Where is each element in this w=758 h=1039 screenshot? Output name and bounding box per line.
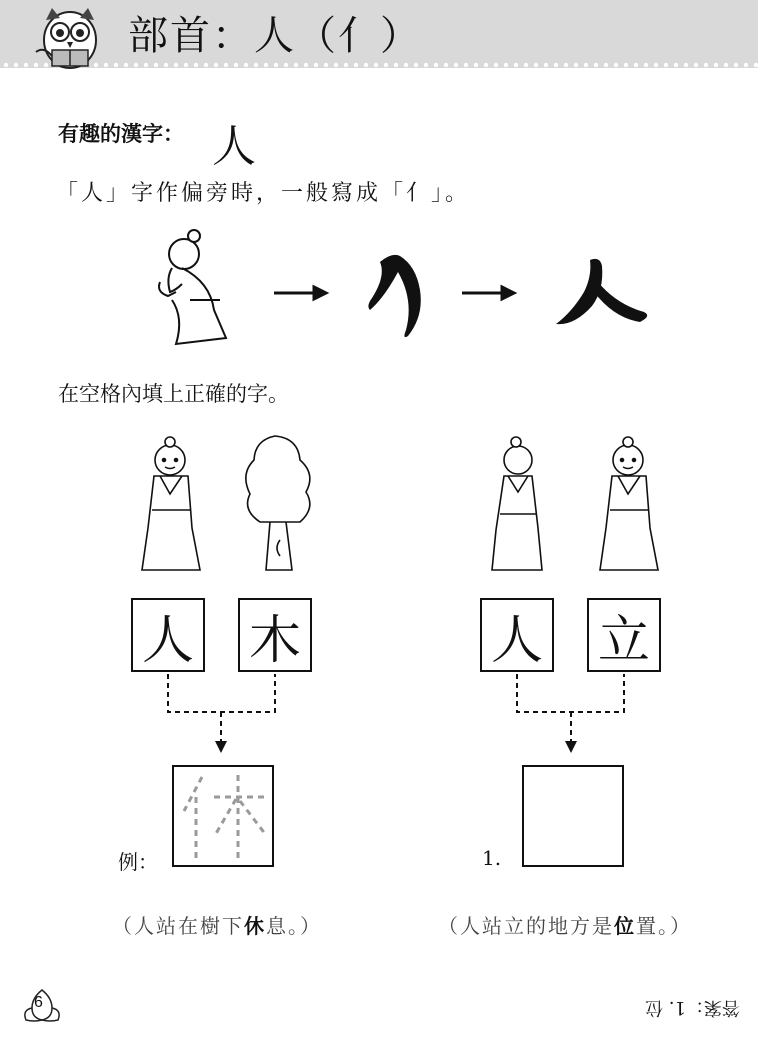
header-dot	[544, 63, 548, 67]
header-dot	[174, 63, 178, 67]
header-dot	[324, 63, 328, 67]
header-dots	[0, 62, 758, 74]
header-dot	[704, 63, 708, 67]
header-dot	[744, 63, 748, 67]
person-and-tree-illustration	[130, 430, 340, 580]
section-title-char: 人	[212, 121, 256, 172]
header-dot	[654, 63, 658, 67]
header-dot	[194, 63, 198, 67]
ancient-ren-glyph	[368, 255, 420, 337]
page-title: 部首：人（亻）	[128, 13, 422, 59]
header-dot	[434, 63, 438, 67]
arrow-down-icon	[215, 741, 577, 753]
header-dot	[754, 63, 758, 67]
header-dot	[394, 63, 398, 67]
header-dot	[484, 63, 488, 67]
header-dot	[334, 63, 338, 67]
tree-illustration	[246, 436, 310, 570]
header-dot	[644, 63, 648, 67]
header-dot	[144, 63, 148, 67]
char-box-right-2: 立	[587, 598, 661, 672]
header-dot	[124, 63, 128, 67]
arrow-right-icon	[462, 287, 514, 299]
traced-character	[174, 767, 272, 865]
header-dot	[414, 63, 418, 67]
header-dot	[224, 63, 228, 67]
char-box-right-1: 木	[238, 598, 312, 672]
exercise-1-answer-box[interactable]	[522, 765, 624, 867]
header-dot	[684, 63, 688, 67]
header-dot	[154, 63, 158, 67]
example-caption: （人站在樹下休息。）	[112, 914, 322, 938]
header-dot	[304, 63, 308, 67]
header-dot	[254, 63, 258, 67]
two-people-illustration	[480, 430, 690, 580]
header-dot	[184, 63, 188, 67]
header-dot	[474, 63, 478, 67]
header-dot	[164, 63, 168, 67]
header-dot	[264, 63, 268, 67]
header-dot	[4, 63, 8, 67]
header-dot	[554, 63, 558, 67]
header-dot	[614, 63, 618, 67]
header-dot	[694, 63, 698, 67]
example-label: 例：	[118, 850, 158, 874]
header-dot	[564, 63, 568, 67]
header-dot	[584, 63, 588, 67]
header-dot	[314, 63, 318, 67]
character-evolution	[0, 220, 758, 360]
header-dot	[454, 63, 458, 67]
header-dot	[244, 63, 248, 67]
exercise-1-caption: （人站立的地方是位置。）	[438, 914, 692, 938]
header-dot	[114, 63, 118, 67]
header-dot	[624, 63, 628, 67]
header-dot	[204, 63, 208, 67]
header-dot	[634, 63, 638, 67]
header-dot	[444, 63, 448, 67]
instruction-text: 在空格內填上正確的字。	[58, 382, 289, 406]
header-dot	[574, 63, 578, 67]
section-title: 有趣的漢字：	[58, 122, 184, 146]
header-dot	[24, 63, 28, 67]
header-dot	[504, 63, 508, 67]
char-box-left-1: 人	[131, 598, 205, 672]
description-text: 「人」字作偏旁時，一般寫成「亻」。	[56, 181, 471, 206]
header-dot	[674, 63, 678, 67]
header-dot	[734, 63, 738, 67]
example-answer-box	[172, 765, 274, 867]
header-dot	[344, 63, 348, 67]
header-dot	[494, 63, 498, 67]
header-dot	[234, 63, 238, 67]
header-dot	[284, 63, 288, 67]
header-dot	[274, 63, 278, 67]
header-dot	[374, 63, 378, 67]
header-dot	[134, 63, 138, 67]
page-number: 6	[34, 994, 43, 1011]
bowing-person-illustration	[159, 230, 226, 344]
answer-key: 答案：1. 位	[645, 997, 740, 1018]
header-dot	[404, 63, 408, 67]
header-dot	[724, 63, 728, 67]
header-dot	[214, 63, 218, 67]
header-dot	[714, 63, 718, 67]
header-dot	[604, 63, 608, 67]
header-dot	[354, 63, 358, 67]
header-dot	[464, 63, 468, 67]
header-dot	[424, 63, 428, 67]
header-dot	[514, 63, 518, 67]
owl-icon	[30, 2, 110, 72]
header-dot	[294, 63, 298, 67]
header-dot	[14, 63, 18, 67]
header-dot	[384, 63, 388, 67]
header-dot	[524, 63, 528, 67]
header-dot	[534, 63, 538, 67]
arrow-right-icon	[274, 287, 326, 299]
char-box-left-2: 人	[480, 598, 554, 672]
header-dot	[664, 63, 668, 67]
modern-ren-glyph	[556, 259, 647, 324]
header-dot	[364, 63, 368, 67]
header-dot	[594, 63, 598, 67]
exercise-1-label: 1.	[482, 846, 502, 870]
connector-lines	[0, 670, 758, 770]
